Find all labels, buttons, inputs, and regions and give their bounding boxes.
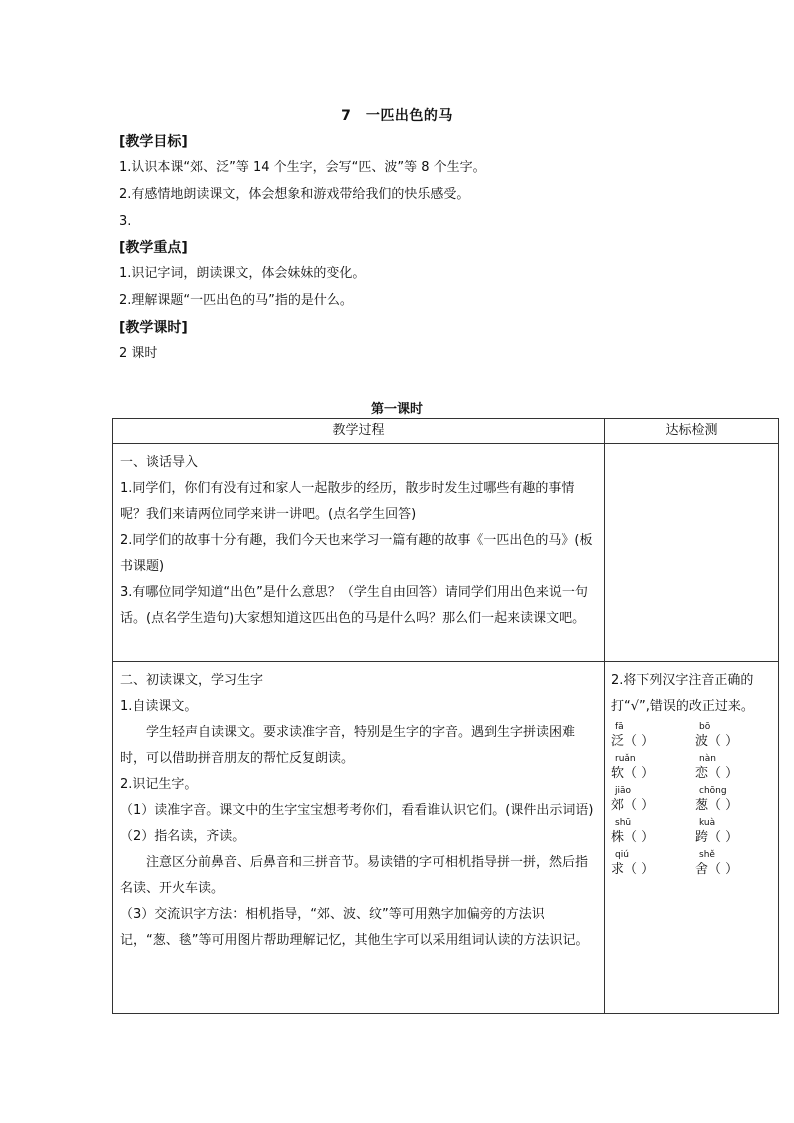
row2-sub-3: （3）交流识字方法：相机指导，“郊、波、纹”等可用熟字加偏旁的方法识记，“葱、毯”等可用图片帮助理解记忆，其他生字可以采用组词认读的方法识记。: [120, 907, 589, 948]
pinyin-item: jiāo 郊（ ）: [611, 786, 655, 813]
hours-heading: [教学课时]: [119, 320, 188, 336]
row1-heading: 一、谈话导入: [120, 455, 199, 470]
header-check: 达标检测: [605, 419, 779, 444]
pinyin-item: ruǎn 软（ ）: [611, 754, 655, 781]
pinyin-item: nàn 恋（ ）: [695, 754, 739, 781]
goal-1: 1.认识本课“郊、泛”等 14 个生字，会写“匹、波”等 8 个生字。: [119, 160, 486, 175]
pinyin-item: shū 株（ ）: [611, 818, 655, 845]
process-cell-1: [113, 444, 605, 662]
pinyin-item: kuà 跨（ ）: [695, 818, 739, 845]
row1-step-2: 2.同学们的故事十分有趣，我们今天也来学习一篇有趣的故事《一匹出色的马》(板书课题): [120, 533, 593, 574]
pinyin-item: shě 舍（ ）: [695, 850, 739, 877]
focus-heading: [教学重点]: [119, 240, 188, 256]
pinyin-item: qiú 求（ ）: [611, 850, 655, 877]
hours-value: 2 课时: [119, 346, 158, 361]
goal-2: 2.有感情地朗读课文，体会想象和游戏带给我们的快乐感受。: [119, 187, 470, 202]
row1-step-3: 3.有哪位同学知道“出色”是什么意思？（学生自由回答）请同学们用出色来说一句话。(点名学生造句)大家想知道这匹出色的马是什么吗？那么们一起来读课文吧。: [120, 585, 588, 626]
row2-sub-1: （1）读准字音。课文中的生字宝宝想考考你们，看看谁认识它们。(课件出示词语): [120, 803, 594, 818]
goal-3: 3.: [119, 214, 132, 229]
pinyin-item: chōng 葱（ ）: [695, 786, 739, 813]
check-cell-2: [605, 662, 779, 1014]
check-instruction: 2.将下列汉字注音正确的打“√”,错误的改正过来。: [611, 673, 754, 714]
goals-heading: [教学目标]: [119, 134, 188, 150]
process-cell-2: [113, 662, 605, 1014]
row2-sub-2-detail: 注意区分前鼻音、后鼻音和三拼音节。易读错的字可相机指导拼一拼，然后指名读、开火车读。: [120, 855, 589, 896]
row1-step-1: 1.同学们，你们有没有过和家人一起散步的经历，散步时发生过哪些有趣的事情呢？我们来请两位同学来讲一讲吧。(点名学生回答): [120, 481, 575, 522]
row2-step-1: 1.自读课文。: [120, 699, 198, 714]
pinyin-item: fā 泛（ ）: [611, 722, 655, 749]
row2-sub-2: （2）指名读，齐读。: [120, 829, 246, 844]
row2-step-2: 2.识记生字。: [120, 777, 198, 792]
lesson-title: 第一课时: [370, 402, 423, 417]
row2-heading: 二、初读课文，学习生字: [120, 673, 264, 688]
header-process: 教学过程: [113, 419, 605, 444]
check-cell-1: [605, 444, 779, 662]
lesson-table: [112, 418, 779, 1014]
pinyin-item: bō 波（ ）: [695, 722, 739, 749]
focus-1: 1.识记字词，朗读课文，体会妹妹的变化。: [119, 266, 366, 281]
focus-2: 2.理解课题“一匹出色的马”指的是什么。: [119, 293, 353, 308]
document-title: 7 一匹出色的马: [341, 108, 453, 124]
row2-step-1-detail: 学生轻声自读课文。要求读准字音，特别是生字的字音。遇到生字拼读困难时，可以借助拼音朋友的帮忙反复朗读。: [120, 725, 576, 766]
pinyin-grid: [611, 722, 772, 878]
